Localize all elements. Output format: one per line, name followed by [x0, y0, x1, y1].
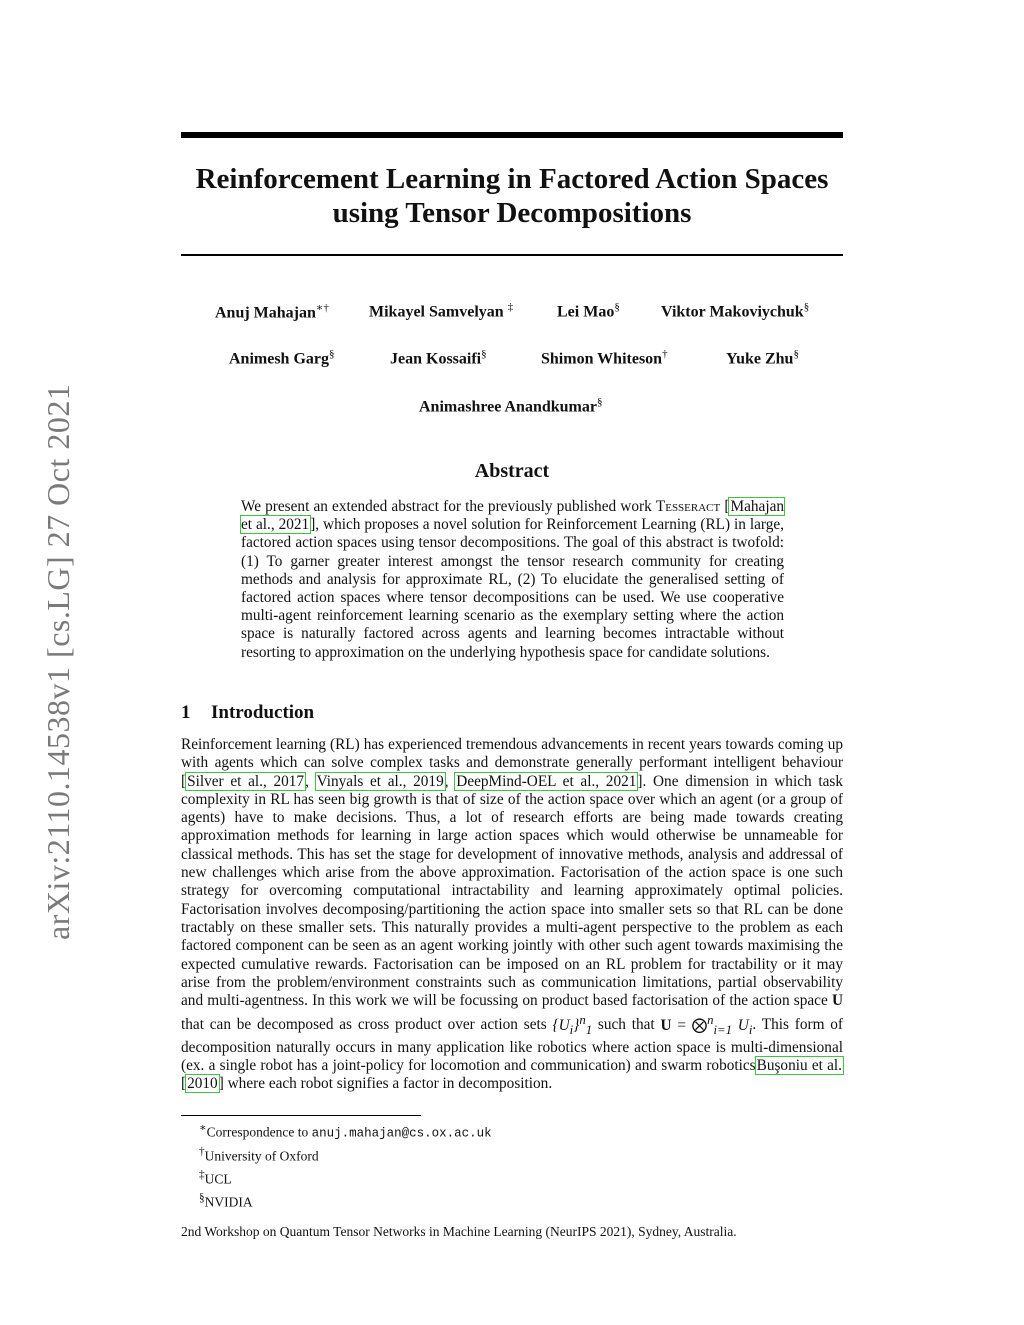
author-name: Yuke Zhu [726, 350, 794, 368]
footnote-affiliation [199, 1166, 492, 1189]
intro-text: ] where each robot signifies a factor in decomposition. [218, 1075, 553, 1093]
author-animesh-garg [229, 348, 335, 368]
intro-text: . This form of decomposition naturally occurs in many application like robotics where action space is multi-dimensional (ex. a single robot has a joint-policy for locomotion and communication) and swarm robotics [181, 1016, 844, 1075]
abstract-text: ], which proposes a novel solution for Reinforcement Learning (RL) in large, factored action spaces using tensor decompositions. The goal of this abstract is twofold: (1) To garner greater interest amongst the tensor research community for creating methods and analysis for approximate RL, (2) To elucidate the generalised setting of factored action spaces where tensor decompositions can be used. We use cooperative multi-agent reinforcement learning scenario as the exemplary setting where the action space is naturally factored across agents and learning becomes intractable without resorting to approximation on the underlying hypothesis space for candidate solutions. [241, 516, 784, 661]
footnote-mark: ∗ [199, 1122, 207, 1134]
abstract-body [241, 498, 784, 662]
author-affiliation-mark: § [481, 348, 487, 360]
citation-link[interactable]: Silver et al., 2017 [187, 772, 305, 790]
author-name: Animashree Anandkumar [419, 398, 597, 416]
tesseract-name: Tesseract [655, 498, 721, 515]
abstract-text: We present an extended abstract for the previously published work [241, 498, 656, 515]
author-name: Animesh Garg [229, 350, 329, 368]
abstract-heading: Abstract [474, 460, 550, 482]
intro-text: that can be decomposed as cross product over action sets [181, 1016, 553, 1034]
footnotes [199, 1119, 492, 1212]
paper-title [181, 162, 843, 230]
math-part: n [707, 1012, 714, 1027]
author-name: Viktor Makoviychuk [661, 303, 804, 321]
author-yuke-zhu [726, 348, 799, 368]
footnote-affiliation [199, 1143, 492, 1166]
citation-link[interactable]: Vinyals et al., 2019 [316, 772, 444, 790]
math-part: U [660, 1016, 672, 1034]
author-affiliation-mark: § [596, 396, 603, 408]
math-part: i [748, 1022, 753, 1037]
intro-text: ]. One dimension in which task complexity in RL has seen big growth is that of size of the action space over which an agent (or a group of agents) have to make decisions. Thus, a lot of research efforts are being made towards creating approximation methods for learning in large action spaces which would otherwise be unnameable for classical methods. This has set the stage for development of innovative methods, analysis and addressal of new challenges which arise from the above approximation. Factorisation of the action space is one such strategy for overcoming computational intractability and learning approximately optimal policies. Factorisation involves decomposing/partitioning the action space into smaller sets so that RL can be done tractably on these smaller sets. This naturally provides a multi-agent perspective to the problem as each factored component can be seen as an agent working jointly with other such agent towards maximising the expected cumulative rewards. Factorisation can be imposed on an RL problem for tractability or it may arise from the problem/environment constraints such as communication limitations, partial observability and multi-agentness. In this work we will be focussing on product based factorisation of the action space [181, 772, 843, 1010]
author-affiliation-mark: § [803, 301, 810, 313]
author-anuj-mahajan [215, 301, 329, 322]
title-line-2: using Tensor Decompositions [332, 197, 692, 229]
arxiv-identifier: arXiv:2110.14538v1 [cs.LG] 27 Oct 2021 [40, 383, 76, 940]
math-part: U [731, 1016, 749, 1034]
intro-text: Reinforcement learning (RL) has experienced tremendous advancements in recent years towards coming up with agents which can solve complex tasks and demonstrate generally performant intelligent behaviour [ [181, 736, 843, 790]
author-affiliation-mark: † [662, 348, 668, 360]
author-affiliation-mark: ∗† [315, 302, 329, 314]
section-number: 1 [181, 702, 191, 723]
footnote-text: Correspondence to [206, 1124, 312, 1140]
footnote-text: UCL [204, 1171, 232, 1187]
intro-text: [ [181, 1075, 187, 1093]
author-affiliation-mark: § [614, 301, 620, 313]
section-title: Introduction [211, 702, 315, 723]
title-top-rule [181, 132, 843, 138]
math-symbol: U [831, 992, 843, 1010]
footnote-mark: ‡ [199, 1169, 205, 1181]
math-part: i [569, 1022, 574, 1037]
math-part: {U [552, 1016, 570, 1034]
footnote-correspondence [199, 1119, 492, 1143]
footnote-affiliation [199, 1189, 492, 1212]
author-name: Lei Mao [557, 303, 615, 321]
footnote-text: University of Oxford [204, 1148, 319, 1164]
author-lei-mao [557, 301, 620, 321]
math-equation [660, 1012, 753, 1037]
footnote-mark: § [199, 1192, 205, 1204]
intro-text: such that [592, 1016, 661, 1034]
citation-link[interactable]: DeepMind-OEL et al., 2021 [456, 772, 637, 790]
author-animashree-anandkumar [419, 396, 602, 416]
author-name: Shimon Whiteson [541, 350, 663, 368]
introduction-body [181, 736, 843, 1094]
author-affiliation-mark: ‡ [507, 301, 514, 313]
math-set-expression [552, 1012, 593, 1037]
author-affiliation-mark: § [329, 348, 335, 360]
math-part: i=1 [713, 1022, 732, 1037]
abstract-text: [ [720, 498, 730, 515]
section-heading [181, 702, 314, 724]
venue-footer: 2nd Workshop on Quantum Tensor Networks in Machine Learning (NeurIPS 2021), Sydney, Australia. [181, 1224, 737, 1239]
footnote-rule [181, 1115, 421, 1116]
author-mikayel-samvelyan [369, 301, 513, 321]
author-shimon-whiteson [541, 348, 668, 368]
author-name: Mikayel Samvelyan [369, 303, 504, 321]
author-name: Jean Kossaifi [390, 350, 482, 368]
math-part: n [579, 1012, 586, 1027]
citation-link[interactable]: Mahajan et al., 2021 [241, 498, 785, 534]
title-line-1: Reinforcement Learning in Factored Action Spaces [195, 163, 829, 195]
math-part: = ⨂ [671, 1016, 708, 1034]
math-part: } [573, 1016, 580, 1034]
title-bottom-rule [181, 254, 843, 256]
citation-link[interactable]: 2010 [187, 1075, 218, 1093]
citation-link[interactable]: Buşoniu et al. [756, 1057, 843, 1075]
author-viktor-makoviychuk [661, 301, 809, 321]
intro-text: , [444, 772, 456, 790]
math-part: 1 [585, 1022, 593, 1037]
footnote-mark: † [199, 1146, 205, 1158]
author-name: Anuj Mahajan [215, 304, 316, 322]
footnote-text: NVIDIA [204, 1194, 253, 1210]
intro-text: , [305, 772, 316, 790]
author-affiliation-mark: § [793, 348, 799, 360]
author-jean-kossaifi [390, 348, 487, 368]
email-link[interactable]: anuj.mahajan@cs.ox.ac.uk [311, 1126, 492, 1141]
